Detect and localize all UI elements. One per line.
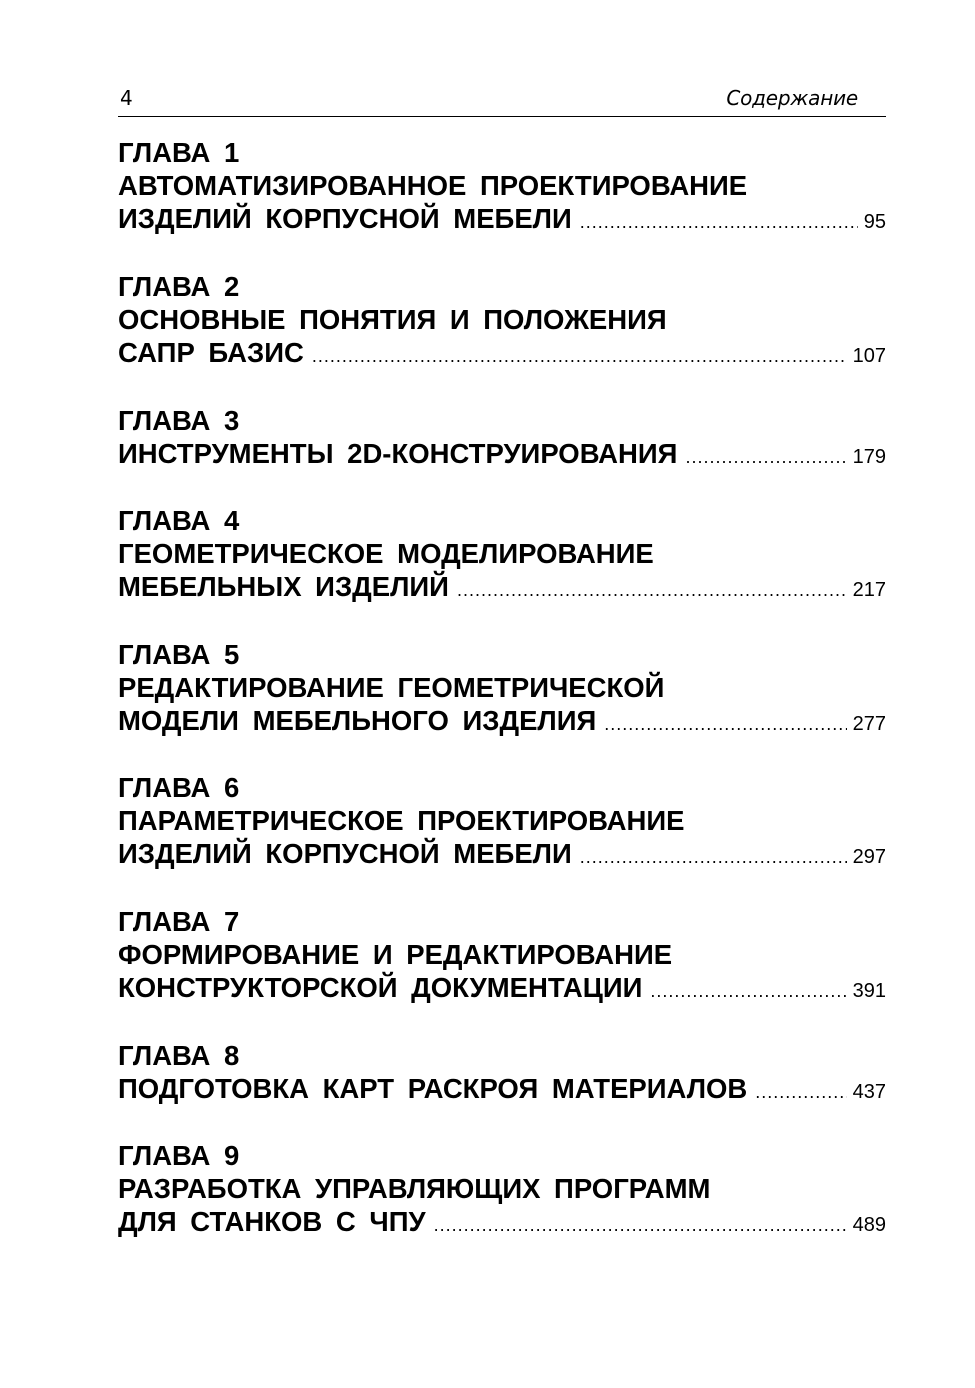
dot-leader: [312, 340, 847, 373]
toc-entry-chapter-8[interactable]: [118, 1039, 886, 1105]
toc-entry-chapter-7[interactable]: [118, 905, 886, 1004]
chapter-title-final-line: [118, 1072, 886, 1105]
chapter-title-line: ОСНОВНЫЕ ПОНЯТИЯ И ПОЛОЖЕНИЯ: [118, 304, 667, 335]
page-reference: 391: [852, 980, 886, 1002]
dot-leader: [580, 206, 858, 239]
chapter-title-line: АВТОМАТИЗИРОВАННОЕ ПРОЕКТИРОВАНИЕ: [118, 170, 748, 201]
toc-entry-chapter-3[interactable]: [118, 404, 886, 470]
chapter-number: ГЛАВА 6: [118, 772, 240, 803]
chapter-number: ГЛАВА 2: [118, 271, 240, 302]
chapter-title-line: МОДЕЛИ МЕБЕЛЬНОГО ИЗДЕЛИЯ: [118, 705, 597, 736]
dot-leader: [457, 574, 847, 607]
toc-entry-chapter-6[interactable]: [118, 771, 886, 870]
chapter-title-line: ПАРАМЕТРИЧЕСКОЕ ПРОЕКТИРОВАНИЕ: [118, 805, 685, 836]
chapter-title-final-line: [118, 336, 886, 369]
running-header: [118, 84, 886, 117]
chapter-title-final-line: [118, 704, 886, 737]
chapter-number: ГЛАВА 8: [118, 1040, 240, 1071]
page-reference: 437: [852, 1081, 886, 1103]
chapter-title-final-line: [118, 1205, 886, 1238]
dot-leader: [755, 1076, 846, 1109]
chapter-title-line: ФОРМИРОВАНИЕ И РЕДАКТИРОВАНИЕ: [118, 939, 673, 970]
chapter-title-line: ПОДГОТОВКА КАРТ РАСКРОЯ МАТЕРИАЛОВ: [118, 1073, 748, 1104]
toc-entry-chapter-2[interactable]: [118, 270, 886, 369]
page-reference: 277: [852, 713, 886, 735]
page-reference: 179: [852, 446, 886, 468]
page-reference: 489: [852, 1214, 886, 1236]
chapter-title-line: РАЗРАБОТКА УПРАВЛЯЮЩИХ ПРОГРАММ: [118, 1173, 711, 1204]
chapter-title-line: ИЗДЕЛИЙ КОРПУСНОЙ МЕБЕЛИ: [118, 838, 572, 869]
page-reference: 217: [852, 579, 886, 601]
section-title: Содержание: [726, 86, 858, 110]
chapter-number: ГЛАВА 5: [118, 639, 240, 670]
toc-entry-chapter-4[interactable]: [118, 504, 886, 603]
chapter-title-final-line: [118, 437, 886, 470]
chapter-title-line: РЕДАКТИРОВАНИЕ ГЕОМЕТРИЧЕСКОЙ: [118, 672, 665, 703]
chapter-title-line: МЕБЕЛЬНЫХ ИЗДЕЛИЙ: [118, 571, 449, 602]
chapter-number: ГЛАВА 9: [118, 1140, 240, 1171]
page-reference: 107: [852, 345, 886, 367]
chapter-number: ГЛАВА 1: [118, 137, 240, 168]
toc-entry-chapter-9[interactable]: [118, 1139, 886, 1238]
toc-entry-chapter-5[interactable]: [118, 638, 886, 737]
chapter-title-line: ГЕОМЕТРИЧЕСКОЕ МОДЕЛИРОВАНИЕ: [118, 538, 654, 569]
chapter-title-line: САПР БАЗИС: [118, 337, 304, 368]
chapter-title-final-line: [118, 202, 886, 235]
page-reference: 297: [852, 846, 886, 868]
dot-leader: [604, 708, 846, 741]
chapter-number: ГЛАВА 7: [118, 906, 240, 937]
chapter-number: ГЛАВА 4: [118, 505, 240, 536]
chapter-title-line: ДЛЯ СТАНКОВ С ЧПУ: [118, 1206, 426, 1237]
chapter-number: ГЛАВА 3: [118, 405, 240, 436]
chapter-title-line: КОНСТРУКТОРСКОЙ ДОКУМЕНТАЦИИ: [118, 972, 643, 1003]
dot-leader: [580, 841, 847, 874]
page-reference: 95: [863, 211, 886, 233]
dot-leader: [685, 441, 846, 474]
dot-leader: [434, 1209, 847, 1242]
chapter-title-line: ИНСТРУМЕНТЫ 2D-КОНСТРУИРОВАНИЯ: [118, 438, 678, 469]
toc-entry-chapter-1[interactable]: [118, 136, 886, 235]
chapter-title-final-line: [118, 837, 886, 870]
chapter-title-final-line: [118, 570, 886, 603]
page-number: 4: [120, 86, 133, 110]
chapter-title-final-line: [118, 971, 886, 1004]
chapter-title-line: ИЗДЕЛИЙ КОРПУСНОЙ МЕБЕЛИ: [118, 203, 572, 234]
dot-leader: [650, 975, 846, 1008]
